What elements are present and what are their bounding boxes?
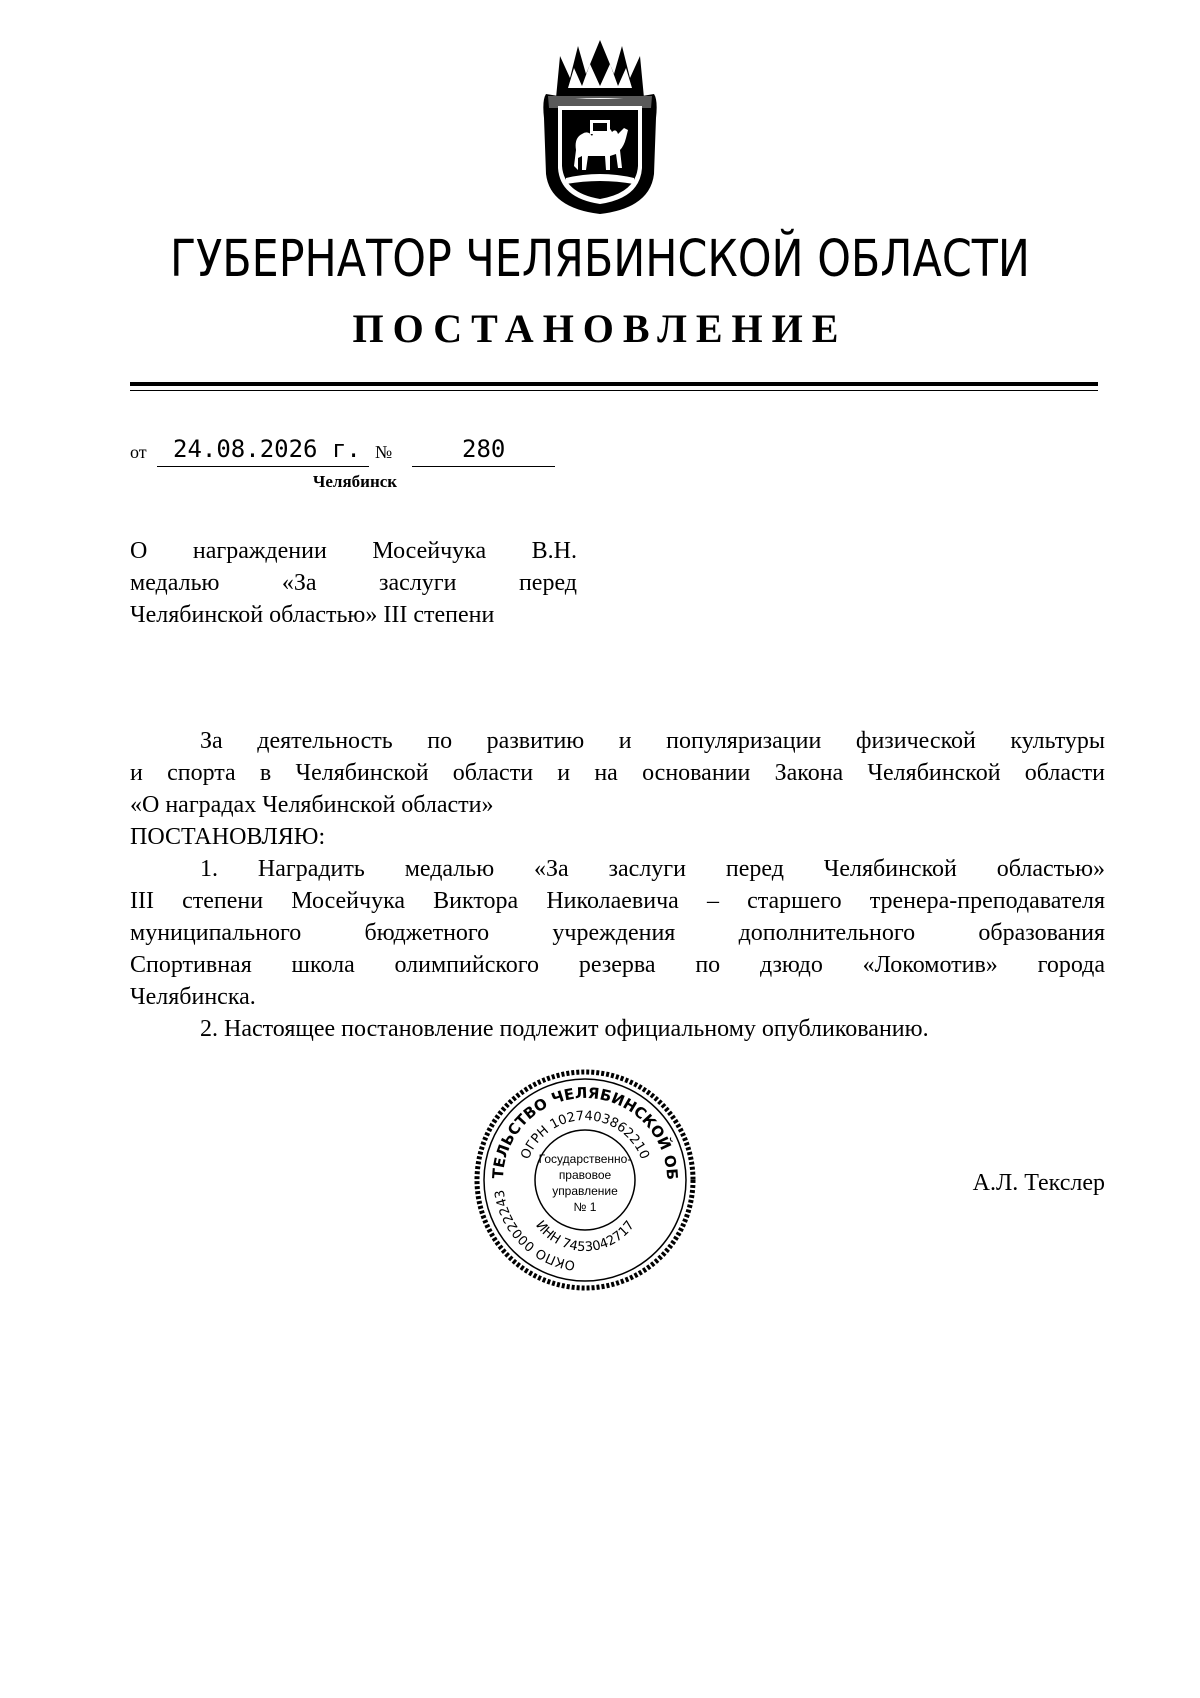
svg-text:ОКПО 00022243 xyxy=(493,1189,577,1273)
item1-line: муниципального бюджетного учреждения дополнительного образования xyxy=(130,920,1105,946)
official-stamp xyxy=(470,1065,700,1295)
preamble-line: и спорта в Челябинской области и на основании Закона Челябинской области xyxy=(130,760,1105,786)
subject-line: медалью «За заслуги перед xyxy=(130,570,577,596)
item1-line: Челябинска. xyxy=(130,984,256,1010)
stamp-center-line: правовое xyxy=(558,1168,612,1182)
number-underline xyxy=(412,466,555,467)
stamp-center-line: управление xyxy=(552,1184,618,1198)
date-prefix: от xyxy=(130,442,147,462)
date-underline xyxy=(157,466,369,467)
stamp-inn: ИНН 7453042717 xyxy=(532,1218,638,1256)
organization-title: ГУБЕРНАТОР ЧЕЛЯБИНСКОЙ ОБЛАСТИ xyxy=(170,230,1030,289)
preamble-line: За деятельность по развитию и популяризации физической культуры xyxy=(200,728,1105,754)
stamp-okpo: ОКПО 00022243 xyxy=(492,1188,577,1273)
document-body xyxy=(130,725,1105,1045)
city-name: Челябинск xyxy=(312,472,398,491)
signatory-name: А.Л. Текслер xyxy=(972,1170,1105,1196)
document-date: 24.08.2026 г. xyxy=(173,435,361,463)
document-subject xyxy=(130,535,577,631)
header-rule-thin xyxy=(130,390,1098,391)
stamp-center-line: № 1 xyxy=(573,1200,597,1214)
subject-line: Челябинской областью» III степени xyxy=(130,602,495,628)
header-rule-thick xyxy=(130,382,1098,386)
preamble-line: «О наградах Челябинской области» xyxy=(130,792,494,818)
document-number: 280 xyxy=(462,435,506,463)
coat-of-arms-icon xyxy=(538,38,662,216)
item2-line: 2. Настоящее постановление подлежит официальному опубликованию. xyxy=(200,1016,929,1042)
stamp-center-line: Государственно- xyxy=(538,1152,632,1166)
number-sign: № xyxy=(375,442,393,462)
document-type: ПОСТАНОВЛЕНИЕ xyxy=(352,306,848,351)
item1-line: III степени Мосейчука Виктора Николаевича – старшего тренера-преподавателя xyxy=(130,888,1105,914)
item1-line: 1. Наградить медалью «За заслуги перед Челябинской областью» xyxy=(200,856,1105,882)
subject-line: О награждении Мосейчука В.Н. xyxy=(130,538,577,564)
item1-line: Спортивная школа олимпийского резерва по дзюдо «Локомотив» города xyxy=(130,952,1105,978)
stamp-ring-text: ТЕЛЬСТВО ЧЕЛЯБИНСКОЙ ОБ xyxy=(488,1083,682,1181)
stamp-ogrn: ОГРН 1027403862210 xyxy=(518,1108,652,1162)
resolution-word: ПОСТАНОВЛЯЮ: xyxy=(130,824,326,850)
